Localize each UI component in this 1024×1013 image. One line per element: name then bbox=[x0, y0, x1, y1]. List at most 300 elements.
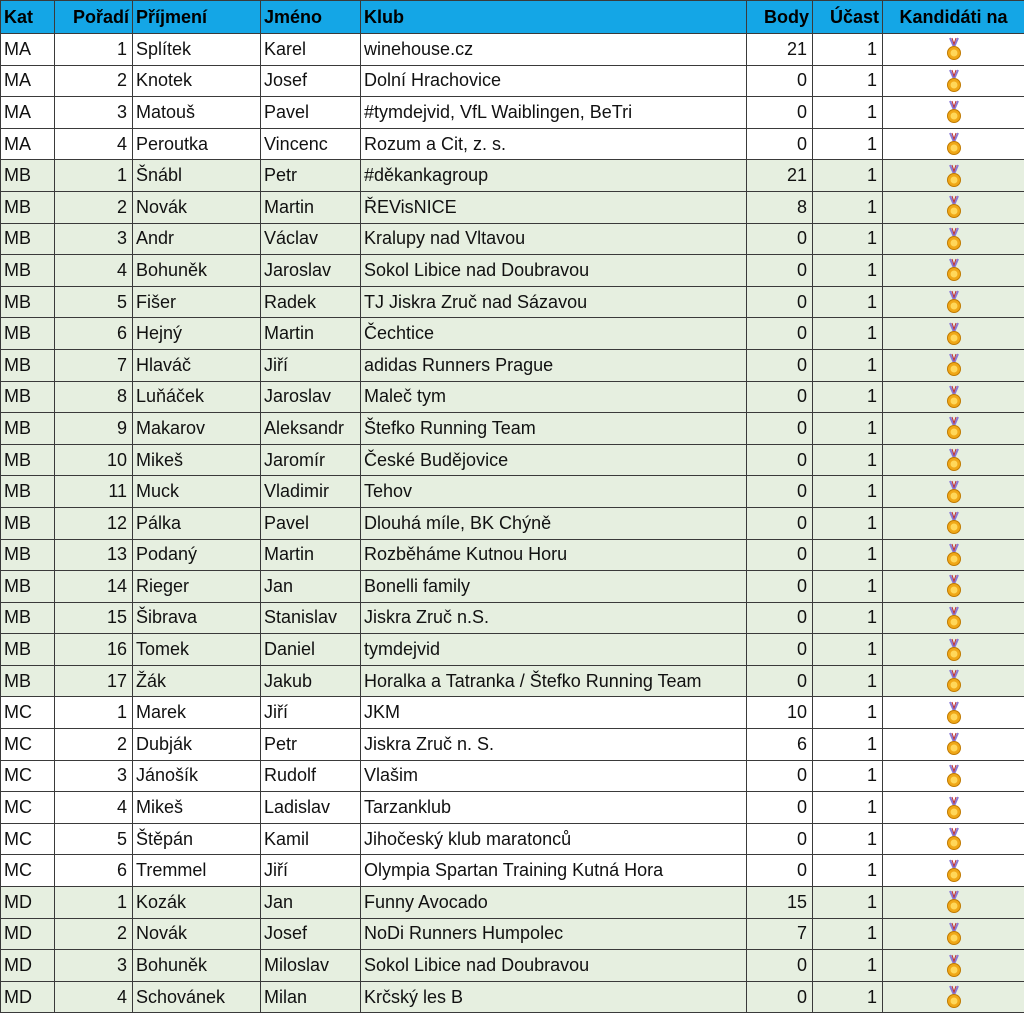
cell-body[interactable]: 7 bbox=[747, 918, 813, 950]
cell-jmeno[interactable]: Milan bbox=[261, 981, 361, 1013]
cell-jmeno[interactable]: Jiří bbox=[261, 855, 361, 887]
cell-poradi[interactable]: 3 bbox=[55, 97, 133, 129]
medal-icon bbox=[943, 638, 965, 662]
cell-klub[interactable]: Tarzanklub bbox=[361, 792, 747, 824]
table-row[interactable] bbox=[1, 823, 1024, 855]
cell-ucast[interactable]: 1 bbox=[813, 697, 883, 729]
cell-kat[interactable]: MC bbox=[1, 697, 55, 729]
table-row[interactable] bbox=[1, 349, 1024, 381]
cell-poradi[interactable]: 4 bbox=[55, 128, 133, 160]
table-row[interactable] bbox=[1, 792, 1024, 824]
cell-poradi[interactable]: 2 bbox=[55, 918, 133, 950]
cell-klub[interactable]: Dlouhá míle, BK Chýně bbox=[361, 507, 747, 539]
cell-jmeno[interactable]: Kamil bbox=[261, 823, 361, 855]
cell-poradi[interactable]: 2 bbox=[55, 65, 133, 97]
cell-kandidati[interactable] bbox=[883, 97, 1024, 129]
cell-prijmeni[interactable]: Mikeš bbox=[133, 444, 261, 476]
table-row[interactable] bbox=[1, 128, 1024, 160]
table-row[interactable] bbox=[1, 760, 1024, 792]
cell-jmeno[interactable]: Vincenc bbox=[261, 128, 361, 160]
cell-kandidati[interactable] bbox=[883, 255, 1024, 287]
cell-ucast[interactable]: 1 bbox=[813, 255, 883, 287]
table-row[interactable] bbox=[1, 97, 1024, 129]
cell-kat[interactable]: MA bbox=[1, 97, 55, 129]
cell-jmeno[interactable]: Josef bbox=[261, 918, 361, 950]
medal-icon bbox=[943, 764, 965, 788]
cell-prijmeni[interactable]: Hlaváč bbox=[133, 349, 261, 381]
cell-kandidati[interactable] bbox=[883, 286, 1024, 318]
cell-poradi[interactable]: 6 bbox=[55, 855, 133, 887]
cell-ucast[interactable]: 1 bbox=[813, 602, 883, 634]
cell-prijmeni[interactable]: Marek bbox=[133, 697, 261, 729]
table-row[interactable] bbox=[1, 918, 1024, 950]
cell-kat[interactable]: MC bbox=[1, 760, 55, 792]
cell-body[interactable]: 0 bbox=[747, 381, 813, 413]
cell-klub[interactable]: Kralupy nad Vltavou bbox=[361, 223, 747, 255]
cell-poradi[interactable]: 3 bbox=[55, 223, 133, 255]
cell-body[interactable]: 0 bbox=[747, 634, 813, 666]
cell-body[interactable]: 0 bbox=[747, 950, 813, 982]
table-row[interactable] bbox=[1, 444, 1024, 476]
cell-kat[interactable]: MB bbox=[1, 507, 55, 539]
cell-body[interactable]: 0 bbox=[747, 223, 813, 255]
cell-kat[interactable]: MB bbox=[1, 634, 55, 666]
cell-ucast[interactable]: 1 bbox=[813, 792, 883, 824]
medal-icon bbox=[943, 164, 965, 188]
cell-jmeno[interactable]: Jan bbox=[261, 571, 361, 603]
cell-ucast[interactable]: 1 bbox=[813, 855, 883, 887]
cell-jmeno[interactable]: Jan bbox=[261, 887, 361, 919]
header-body[interactable]: Body bbox=[747, 1, 813, 34]
cell-body[interactable]: 0 bbox=[747, 665, 813, 697]
cell-klub[interactable]: Funny Avocado bbox=[361, 887, 747, 919]
cell-body[interactable]: 0 bbox=[747, 823, 813, 855]
cell-ucast[interactable]: 1 bbox=[813, 128, 883, 160]
cell-klub[interactable]: tymdejvid bbox=[361, 634, 747, 666]
cell-kat[interactable]: MD bbox=[1, 950, 55, 982]
cell-prijmeni[interactable]: Peroutka bbox=[133, 128, 261, 160]
cell-poradi[interactable]: 4 bbox=[55, 792, 133, 824]
cell-body[interactable]: 15 bbox=[747, 887, 813, 919]
cell-prijmeni[interactable]: Jánošík bbox=[133, 760, 261, 792]
cell-ucast[interactable]: 1 bbox=[813, 507, 883, 539]
cell-ucast[interactable]: 1 bbox=[813, 349, 883, 381]
cell-poradi[interactable]: 11 bbox=[55, 476, 133, 508]
cell-kat[interactable]: MB bbox=[1, 476, 55, 508]
cell-jmeno[interactable]: Pavel bbox=[261, 97, 361, 129]
table-row[interactable] bbox=[1, 981, 1024, 1013]
table-row[interactable] bbox=[1, 34, 1024, 66]
table-row[interactable] bbox=[1, 255, 1024, 287]
cell-ucast[interactable]: 1 bbox=[813, 823, 883, 855]
cell-prijmeni[interactable]: Hejný bbox=[133, 318, 261, 350]
cell-ucast[interactable]: 1 bbox=[813, 981, 883, 1013]
cell-body[interactable]: 0 bbox=[747, 792, 813, 824]
table-header bbox=[1, 1, 1024, 34]
cell-poradi[interactable]: 4 bbox=[55, 255, 133, 287]
cell-klub[interactable]: JKM bbox=[361, 697, 747, 729]
cell-kandidati[interactable] bbox=[883, 823, 1024, 855]
cell-kandidati[interactable] bbox=[883, 160, 1024, 192]
cell-body[interactable]: 0 bbox=[747, 602, 813, 634]
cell-prijmeni[interactable]: Schovánek bbox=[133, 981, 261, 1013]
cell-body[interactable]: 0 bbox=[747, 413, 813, 445]
cell-kat[interactable]: MD bbox=[1, 981, 55, 1013]
cell-body[interactable]: 0 bbox=[747, 97, 813, 129]
cell-kandidati[interactable] bbox=[883, 855, 1024, 887]
cell-prijmeni[interactable]: Novák bbox=[133, 191, 261, 223]
cell-klub[interactable]: winehouse.cz bbox=[361, 34, 747, 66]
header-prijmeni[interactable]: Příjmení bbox=[133, 1, 261, 34]
cell-body[interactable]: 0 bbox=[747, 318, 813, 350]
cell-jmeno[interactable]: Rudolf bbox=[261, 760, 361, 792]
cell-body[interactable]: 21 bbox=[747, 160, 813, 192]
medal-icon bbox=[943, 100, 965, 124]
cell-prijmeni[interactable]: Tomek bbox=[133, 634, 261, 666]
cell-body[interactable]: 0 bbox=[747, 539, 813, 571]
cell-kat[interactable]: MB bbox=[1, 191, 55, 223]
cell-body[interactable]: 0 bbox=[747, 981, 813, 1013]
cell-kat[interactable]: MA bbox=[1, 34, 55, 66]
cell-jmeno[interactable]: Jiří bbox=[261, 349, 361, 381]
table-row[interactable] bbox=[1, 65, 1024, 97]
cell-body[interactable]: 0 bbox=[747, 65, 813, 97]
cell-kat[interactable]: MB bbox=[1, 286, 55, 318]
table-row[interactable] bbox=[1, 571, 1024, 603]
cell-jmeno[interactable]: Jaroslav bbox=[261, 255, 361, 287]
cell-kat[interactable]: MC bbox=[1, 729, 55, 761]
cell-prijmeni[interactable]: Podaný bbox=[133, 539, 261, 571]
table-row[interactable] bbox=[1, 318, 1024, 350]
cell-kandidati[interactable] bbox=[883, 918, 1024, 950]
cell-prijmeni[interactable]: Štěpán bbox=[133, 823, 261, 855]
cell-prijmeni[interactable]: Luňáček bbox=[133, 381, 261, 413]
cell-prijmeni[interactable]: Knotek bbox=[133, 65, 261, 97]
cell-klub[interactable]: Sokol Libice nad Doubravou bbox=[361, 255, 747, 287]
cell-ucast[interactable]: 1 bbox=[813, 539, 883, 571]
cell-kandidati[interactable] bbox=[883, 413, 1024, 445]
cell-jmeno[interactable]: Václav bbox=[261, 223, 361, 255]
cell-body[interactable]: 0 bbox=[747, 349, 813, 381]
cell-kat[interactable]: MA bbox=[1, 65, 55, 97]
cell-ucast[interactable]: 1 bbox=[813, 223, 883, 255]
cell-jmeno[interactable]: Daniel bbox=[261, 634, 361, 666]
cell-kat[interactable]: MB bbox=[1, 318, 55, 350]
table-row[interactable] bbox=[1, 855, 1024, 887]
header-jmeno[interactable]: Jméno bbox=[261, 1, 361, 34]
cell-body[interactable]: 0 bbox=[747, 571, 813, 603]
cell-kat[interactable]: MD bbox=[1, 918, 55, 950]
cell-body[interactable]: 0 bbox=[747, 286, 813, 318]
table-row[interactable] bbox=[1, 381, 1024, 413]
cell-jmeno[interactable]: Jiří bbox=[261, 697, 361, 729]
cell-prijmeni[interactable]: Rieger bbox=[133, 571, 261, 603]
cell-prijmeni[interactable]: Kozák bbox=[133, 887, 261, 919]
table-row[interactable] bbox=[1, 507, 1024, 539]
cell-klub[interactable]: Jihočeský klub maratonců bbox=[361, 823, 747, 855]
cell-klub[interactable]: Bonelli family bbox=[361, 571, 747, 603]
cell-jmeno[interactable]: Ladislav bbox=[261, 792, 361, 824]
cell-prijmeni[interactable]: Žák bbox=[133, 665, 261, 697]
cell-jmeno[interactable]: Aleksandr bbox=[261, 413, 361, 445]
cell-kandidati[interactable] bbox=[883, 697, 1024, 729]
cell-poradi[interactable]: 5 bbox=[55, 823, 133, 855]
cell-poradi[interactable]: 1 bbox=[55, 697, 133, 729]
table-row[interactable] bbox=[1, 950, 1024, 982]
cell-jmeno[interactable]: Petr bbox=[261, 729, 361, 761]
cell-kandidati[interactable] bbox=[883, 223, 1024, 255]
cell-poradi[interactable]: 17 bbox=[55, 665, 133, 697]
cell-poradi[interactable]: 13 bbox=[55, 539, 133, 571]
table-row[interactable] bbox=[1, 729, 1024, 761]
cell-klub[interactable]: Sokol Libice nad Doubravou bbox=[361, 950, 747, 982]
cell-body[interactable]: 0 bbox=[747, 476, 813, 508]
header-klub[interactable]: Klub bbox=[361, 1, 747, 34]
cell-jmeno[interactable]: Vladimir bbox=[261, 476, 361, 508]
table-row[interactable] bbox=[1, 539, 1024, 571]
cell-kandidati[interactable] bbox=[883, 887, 1024, 919]
cell-kandidati[interactable] bbox=[883, 444, 1024, 476]
cell-ucast[interactable]: 1 bbox=[813, 729, 883, 761]
cell-poradi[interactable]: 1 bbox=[55, 887, 133, 919]
cell-ucast[interactable]: 1 bbox=[813, 571, 883, 603]
cell-kat[interactable]: MB bbox=[1, 255, 55, 287]
cell-kandidati[interactable] bbox=[883, 476, 1024, 508]
cell-klub[interactable]: NoDi Runners Humpolec bbox=[361, 918, 747, 950]
cell-kat[interactable]: MD bbox=[1, 887, 55, 919]
cell-kandidati[interactable] bbox=[883, 349, 1024, 381]
cell-poradi[interactable]: 2 bbox=[55, 191, 133, 223]
cell-jmeno[interactable]: Martin bbox=[261, 318, 361, 350]
cell-jmeno[interactable]: Miloslav bbox=[261, 950, 361, 982]
cell-poradi[interactable]: 10 bbox=[55, 444, 133, 476]
cell-klub[interactable]: Rozběháme Kutnou Horu bbox=[361, 539, 747, 571]
cell-kat[interactable]: MB bbox=[1, 223, 55, 255]
cell-jmeno[interactable]: Karel bbox=[261, 34, 361, 66]
cell-kat[interactable]: MB bbox=[1, 349, 55, 381]
header-kat[interactable]: Kat bbox=[1, 1, 55, 34]
cell-kandidati[interactable] bbox=[883, 539, 1024, 571]
cell-kandidati[interactable] bbox=[883, 34, 1024, 66]
cell-kandidati[interactable] bbox=[883, 760, 1024, 792]
header-ucast[interactable]: Účast bbox=[813, 1, 883, 34]
cell-body[interactable]: 21 bbox=[747, 34, 813, 66]
cell-kat[interactable]: MB bbox=[1, 381, 55, 413]
cell-klub[interactable]: Jiskra Zruč n.S. bbox=[361, 602, 747, 634]
cell-kat[interactable]: MB bbox=[1, 571, 55, 603]
cell-ucast[interactable]: 1 bbox=[813, 160, 883, 192]
cell-ucast[interactable]: 1 bbox=[813, 191, 883, 223]
cell-kandidati[interactable] bbox=[883, 950, 1024, 982]
cell-poradi[interactable]: 1 bbox=[55, 160, 133, 192]
cell-klub[interactable]: Rozum a Cit, z. s. bbox=[361, 128, 747, 160]
cell-kat[interactable]: MC bbox=[1, 855, 55, 887]
table-row[interactable] bbox=[1, 191, 1024, 223]
cell-kandidati[interactable] bbox=[883, 191, 1024, 223]
cell-klub[interactable]: Olympia Spartan Training Kutná Hora bbox=[361, 855, 747, 887]
cell-ucast[interactable]: 1 bbox=[813, 950, 883, 982]
cell-poradi[interactable]: 7 bbox=[55, 349, 133, 381]
cell-kat[interactable]: MC bbox=[1, 792, 55, 824]
header-kandidati[interactable]: Kandidáti na bbox=[883, 1, 1024, 34]
cell-kat[interactable]: MB bbox=[1, 539, 55, 571]
cell-ucast[interactable]: 1 bbox=[813, 381, 883, 413]
cell-klub[interactable]: #děkankagroup bbox=[361, 160, 747, 192]
cell-kat[interactable]: MC bbox=[1, 823, 55, 855]
cell-prijmeni[interactable]: Dubják bbox=[133, 729, 261, 761]
cell-prijmeni[interactable]: Šnábl bbox=[133, 160, 261, 192]
cell-kandidati[interactable] bbox=[883, 792, 1024, 824]
cell-poradi[interactable]: 14 bbox=[55, 571, 133, 603]
cell-kat[interactable]: MB bbox=[1, 413, 55, 445]
cell-body[interactable]: 0 bbox=[747, 507, 813, 539]
cell-jmeno[interactable]: Jaroslav bbox=[261, 381, 361, 413]
cell-klub[interactable]: Jiskra Zruč n. S. bbox=[361, 729, 747, 761]
cell-klub[interactable]: TJ Jiskra Zruč nad Sázavou bbox=[361, 286, 747, 318]
cell-jmeno[interactable]: Radek bbox=[261, 286, 361, 318]
medal-icon bbox=[943, 511, 965, 535]
cell-klub[interactable]: ŘEVisNICE bbox=[361, 191, 747, 223]
cell-prijmeni[interactable]: Bohuněk bbox=[133, 950, 261, 982]
cell-prijmeni[interactable]: Splítek bbox=[133, 34, 261, 66]
cell-kandidati[interactable] bbox=[883, 571, 1024, 603]
cell-kandidati[interactable] bbox=[883, 665, 1024, 697]
cell-jmeno[interactable]: Jaromír bbox=[261, 444, 361, 476]
cell-poradi[interactable]: 3 bbox=[55, 760, 133, 792]
cell-kat[interactable]: MB bbox=[1, 160, 55, 192]
cell-klub[interactable]: České Budějovice bbox=[361, 444, 747, 476]
cell-klub[interactable]: adidas Runners Prague bbox=[361, 349, 747, 381]
cell-body[interactable]: 0 bbox=[747, 760, 813, 792]
cell-body[interactable]: 0 bbox=[747, 255, 813, 287]
cell-prijmeni[interactable]: Fišer bbox=[133, 286, 261, 318]
medal-icon bbox=[943, 353, 965, 377]
cell-poradi[interactable]: 1 bbox=[55, 34, 133, 66]
table-row[interactable] bbox=[1, 602, 1024, 634]
medal-icon bbox=[943, 606, 965, 630]
cell-klub[interactable]: Vlašim bbox=[361, 760, 747, 792]
cell-poradi[interactable]: 16 bbox=[55, 634, 133, 666]
cell-jmeno[interactable]: Stanislav bbox=[261, 602, 361, 634]
cell-jmeno[interactable]: Jakub bbox=[261, 665, 361, 697]
cell-poradi[interactable]: 12 bbox=[55, 507, 133, 539]
cell-ucast[interactable]: 1 bbox=[813, 476, 883, 508]
cell-prijmeni[interactable]: Pálka bbox=[133, 507, 261, 539]
cell-prijmeni[interactable]: Tremmel bbox=[133, 855, 261, 887]
cell-klub[interactable]: Krčský les B bbox=[361, 981, 747, 1013]
cell-ucast[interactable]: 1 bbox=[813, 318, 883, 350]
cell-poradi[interactable]: 4 bbox=[55, 981, 133, 1013]
cell-poradi[interactable]: 5 bbox=[55, 286, 133, 318]
cell-prijmeni[interactable]: Andr bbox=[133, 223, 261, 255]
medal-icon bbox=[943, 37, 965, 61]
cell-ucast[interactable]: 1 bbox=[813, 286, 883, 318]
cell-klub[interactable]: Tehov bbox=[361, 476, 747, 508]
cell-body[interactable]: 6 bbox=[747, 729, 813, 761]
cell-body[interactable]: 10 bbox=[747, 697, 813, 729]
cell-ucast[interactable]: 1 bbox=[813, 887, 883, 919]
cell-kat[interactable]: MB bbox=[1, 602, 55, 634]
cell-kat[interactable]: MA bbox=[1, 128, 55, 160]
cell-poradi[interactable]: 15 bbox=[55, 602, 133, 634]
cell-klub[interactable]: Čechtice bbox=[361, 318, 747, 350]
cell-jmeno[interactable]: Josef bbox=[261, 65, 361, 97]
cell-body[interactable]: 0 bbox=[747, 855, 813, 887]
cell-ucast[interactable]: 1 bbox=[813, 444, 883, 476]
cell-jmeno[interactable]: Petr bbox=[261, 160, 361, 192]
header-poradi[interactable]: Pořadí bbox=[55, 1, 133, 34]
cell-klub[interactable]: #tymdejvid, VfL Waiblingen, BeTri bbox=[361, 97, 747, 129]
cell-prijmeni[interactable]: Novák bbox=[133, 918, 261, 950]
cell-prijmeni[interactable]: Makarov bbox=[133, 413, 261, 445]
cell-kandidati[interactable] bbox=[883, 65, 1024, 97]
medal-icon bbox=[943, 258, 965, 282]
cell-poradi[interactable]: 9 bbox=[55, 413, 133, 445]
cell-kandidati[interactable] bbox=[883, 318, 1024, 350]
cell-body[interactable]: 8 bbox=[747, 191, 813, 223]
table-row[interactable] bbox=[1, 665, 1024, 697]
cell-poradi[interactable]: 8 bbox=[55, 381, 133, 413]
cell-body[interactable]: 0 bbox=[747, 444, 813, 476]
cell-kandidati[interactable] bbox=[883, 507, 1024, 539]
cell-prijmeni[interactable]: Bohuněk bbox=[133, 255, 261, 287]
medal-icon bbox=[943, 543, 965, 567]
cell-ucast[interactable]: 1 bbox=[813, 760, 883, 792]
cell-poradi[interactable]: 2 bbox=[55, 729, 133, 761]
table-row[interactable] bbox=[1, 286, 1024, 318]
table-row[interactable] bbox=[1, 413, 1024, 445]
cell-klub[interactable]: Maleč tym bbox=[361, 381, 747, 413]
cell-ucast[interactable]: 1 bbox=[813, 65, 883, 97]
cell-ucast[interactable]: 1 bbox=[813, 97, 883, 129]
cell-ucast[interactable]: 1 bbox=[813, 34, 883, 66]
cell-ucast[interactable]: 1 bbox=[813, 665, 883, 697]
header-row bbox=[1, 1, 1024, 34]
cell-kandidati[interactable] bbox=[883, 729, 1024, 761]
cell-ucast[interactable]: 1 bbox=[813, 413, 883, 445]
cell-klub[interactable]: Dolní Hrachovice bbox=[361, 65, 747, 97]
cell-poradi[interactable]: 3 bbox=[55, 950, 133, 982]
cell-prijmeni[interactable]: Šibrava bbox=[133, 602, 261, 634]
cell-jmeno[interactable]: Pavel bbox=[261, 507, 361, 539]
table-row[interactable] bbox=[1, 223, 1024, 255]
medal-icon bbox=[943, 322, 965, 346]
table-row[interactable] bbox=[1, 887, 1024, 919]
cell-prijmeni[interactable]: Mikeš bbox=[133, 792, 261, 824]
cell-klub[interactable]: Horalka a Tatranka / Štefko Running Team bbox=[361, 665, 747, 697]
cell-prijmeni[interactable]: Muck bbox=[133, 476, 261, 508]
cell-kat[interactable]: MB bbox=[1, 444, 55, 476]
cell-kandidati[interactable] bbox=[883, 634, 1024, 666]
table-row[interactable] bbox=[1, 160, 1024, 192]
cell-prijmeni[interactable]: Matouš bbox=[133, 97, 261, 129]
cell-ucast[interactable]: 1 bbox=[813, 634, 883, 666]
cell-poradi[interactable]: 6 bbox=[55, 318, 133, 350]
cell-kandidati[interactable] bbox=[883, 602, 1024, 634]
cell-klub[interactable]: Štefko Running Team bbox=[361, 413, 747, 445]
cell-ucast[interactable]: 1 bbox=[813, 918, 883, 950]
cell-body[interactable]: 0 bbox=[747, 128, 813, 160]
cell-kandidati[interactable] bbox=[883, 381, 1024, 413]
cell-kat[interactable]: MB bbox=[1, 665, 55, 697]
table-row[interactable] bbox=[1, 476, 1024, 508]
cell-kandidati[interactable] bbox=[883, 128, 1024, 160]
cell-jmeno[interactable]: Martin bbox=[261, 539, 361, 571]
table-row[interactable] bbox=[1, 697, 1024, 729]
cell-kandidati[interactable] bbox=[883, 981, 1024, 1013]
table-row[interactable] bbox=[1, 634, 1024, 666]
cell-jmeno[interactable]: Martin bbox=[261, 191, 361, 223]
